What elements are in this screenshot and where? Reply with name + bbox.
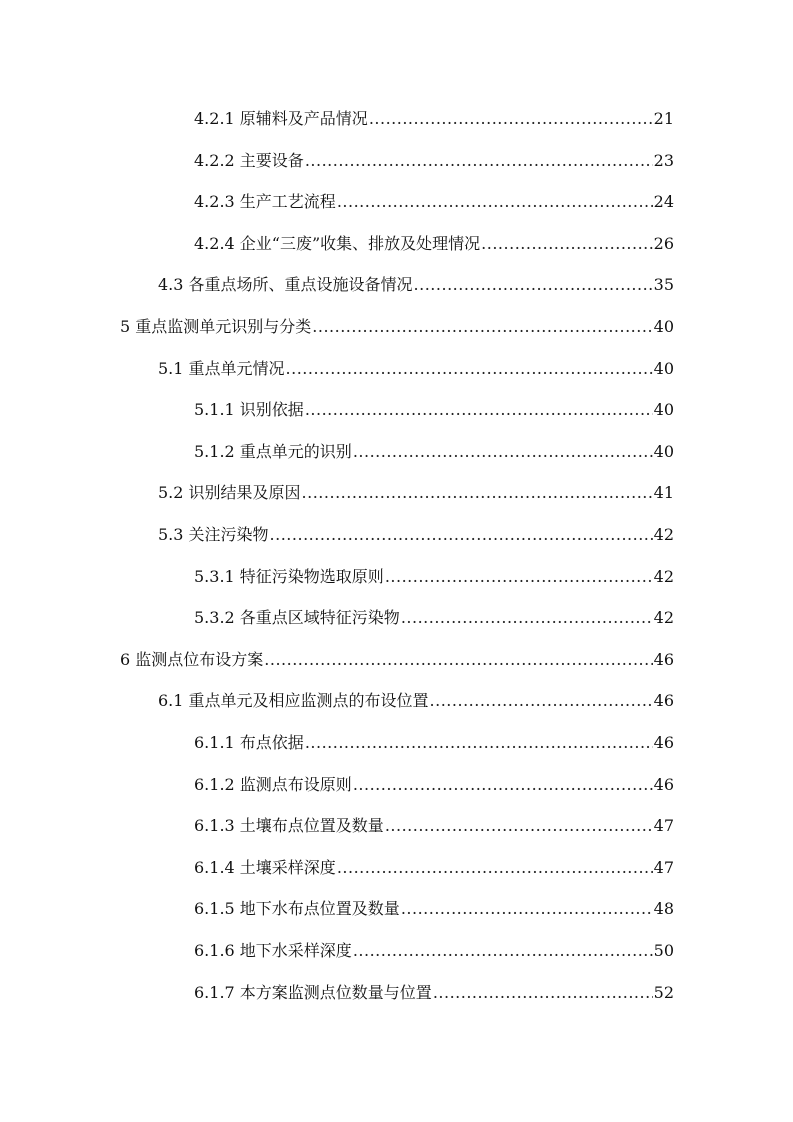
toc-entry[interactable] bbox=[120, 646, 674, 674]
toc-dot-leader bbox=[312, 313, 652, 341]
toc-dot-leader bbox=[430, 687, 653, 715]
toc-entry-page-number: 40 bbox=[653, 317, 674, 336]
toc-entry[interactable] bbox=[194, 729, 674, 757]
toc-entry[interactable] bbox=[158, 479, 674, 507]
toc-dot-leader bbox=[481, 230, 652, 258]
toc-dot-leader bbox=[414, 271, 653, 299]
toc-entry[interactable] bbox=[158, 521, 674, 549]
toc-entry-page-number: 48 bbox=[653, 899, 674, 919]
toc-dot-leader bbox=[369, 105, 653, 133]
toc-entry-page-number: 46 bbox=[653, 774, 674, 794]
toc-entry-page-number: 46 bbox=[653, 733, 674, 752]
toc-entry-page-number: 40 bbox=[653, 441, 674, 461]
toc-entry-label: 6.1.4 土壤采样深度 bbox=[194, 857, 336, 877]
toc-entry-label: 5.2 识别结果及原因 bbox=[158, 483, 301, 503]
toc-dot-leader bbox=[401, 895, 653, 923]
toc-entry[interactable] bbox=[194, 854, 674, 882]
toc-dot-leader bbox=[305, 729, 653, 757]
toc-entry-label: 5.1 重点单元情况 bbox=[158, 358, 285, 378]
toc-dot-leader bbox=[305, 396, 653, 424]
toc-entry-page-number: 35 bbox=[653, 275, 674, 295]
toc-dot-leader bbox=[337, 188, 653, 216]
toc-dot-leader bbox=[270, 521, 653, 549]
toc-entry[interactable] bbox=[194, 105, 674, 133]
toc-entry-label: 4.2.1 原辅料及产品情况 bbox=[194, 109, 368, 128]
toc-entry-page-number: 24 bbox=[653, 192, 674, 212]
toc-entry-label: 5.1.2 重点单元的识别 bbox=[194, 441, 352, 461]
toc-entry[interactable] bbox=[194, 979, 674, 1007]
toc-entry-label: 6 监测点位布设方案 bbox=[120, 649, 264, 669]
toc-entry-page-number: 41 bbox=[653, 483, 674, 503]
toc-dot-leader bbox=[337, 854, 653, 882]
toc-dot-leader bbox=[305, 147, 653, 175]
toc-entry-label: 5.3.2 各重点区域特征污染物 bbox=[194, 608, 400, 628]
toc-dot-leader bbox=[286, 355, 653, 383]
toc-entry-page-number: 40 bbox=[653, 400, 674, 420]
toc-entry[interactable] bbox=[158, 687, 674, 715]
toc-entry[interactable] bbox=[194, 147, 674, 175]
toc-entry[interactable] bbox=[194, 438, 674, 466]
toc-entry-label: 6.1 重点单元及相应监测点的布设位置 bbox=[158, 691, 429, 711]
toc-entry-page-number: 23 bbox=[653, 150, 674, 170]
toc-dot-leader bbox=[302, 479, 653, 507]
toc-entry-label: 4.2.2 主要设备 bbox=[194, 150, 304, 170]
toc-entry-page-number: 52 bbox=[653, 982, 674, 1002]
toc-entry-page-number: 42 bbox=[653, 566, 674, 586]
toc-dot-leader bbox=[353, 771, 653, 799]
toc-entry-label: 5.3 关注污染物 bbox=[158, 525, 269, 544]
toc-dot-leader bbox=[264, 646, 652, 674]
toc-entry-label: 6.1.2 监测点布设原则 bbox=[194, 774, 352, 794]
toc-entry-label: 6.1.5 地下水布点位置及数量 bbox=[194, 899, 400, 919]
toc-entry[interactable] bbox=[158, 355, 674, 383]
toc-entry-page-number: 46 bbox=[653, 649, 674, 669]
toc-entry[interactable] bbox=[194, 396, 674, 424]
toc-dot-leader bbox=[353, 438, 653, 466]
toc-dot-leader bbox=[433, 979, 653, 1007]
toc-entry-page-number: 47 bbox=[653, 816, 674, 836]
toc-entry[interactable] bbox=[158, 271, 674, 299]
toc-entry-label: 4.2.4 企业“三废”收集、排放及处理情况 bbox=[194, 233, 481, 253]
toc-entry-page-number: 42 bbox=[653, 525, 674, 544]
toc-dot-leader bbox=[353, 937, 653, 965]
toc-dot-leader bbox=[385, 563, 653, 591]
toc-entry[interactable] bbox=[194, 895, 674, 923]
toc-entry-label: 5.3.1 特征污染物选取原则 bbox=[194, 566, 384, 586]
toc-entry-label: 4.2.3 生产工艺流程 bbox=[194, 192, 336, 212]
toc-entry-page-number: 46 bbox=[653, 691, 674, 711]
toc-entry-label: 5.1.1 识别依据 bbox=[194, 400, 304, 420]
toc-entry[interactable] bbox=[194, 604, 674, 632]
toc-entry[interactable] bbox=[194, 188, 674, 216]
toc-entry-page-number: 26 bbox=[653, 233, 674, 253]
toc-entry-page-number: 40 bbox=[653, 358, 674, 378]
toc-entry-page-number: 47 bbox=[653, 857, 674, 877]
toc-entry-label: 6.1.6 地下水采样深度 bbox=[194, 941, 352, 960]
toc-dot-leader bbox=[401, 604, 653, 632]
toc-entry[interactable] bbox=[194, 937, 674, 965]
toc-dot-leader bbox=[385, 812, 653, 840]
toc-entry[interactable] bbox=[194, 230, 674, 258]
toc-entry-label: 4.3 各重点场所、重点设施设备情况 bbox=[158, 275, 413, 295]
toc-entry-page-number: 21 bbox=[653, 109, 674, 128]
toc-entry[interactable] bbox=[194, 771, 674, 799]
toc-entry-label: 6.1.7 本方案监测点位数量与位置 bbox=[194, 982, 432, 1002]
toc-entry-page-number: 42 bbox=[653, 608, 674, 628]
toc-entry[interactable] bbox=[120, 313, 674, 341]
toc-entry-page-number: 50 bbox=[653, 941, 674, 960]
toc-entry-label: 6.1.3 土壤布点位置及数量 bbox=[194, 816, 384, 836]
toc-entry[interactable] bbox=[194, 812, 674, 840]
toc-entry[interactable] bbox=[194, 563, 674, 591]
toc-entry-label: 5 重点监测单元识别与分类 bbox=[120, 317, 312, 336]
toc-entry-label: 6.1.1 布点依据 bbox=[194, 733, 304, 752]
